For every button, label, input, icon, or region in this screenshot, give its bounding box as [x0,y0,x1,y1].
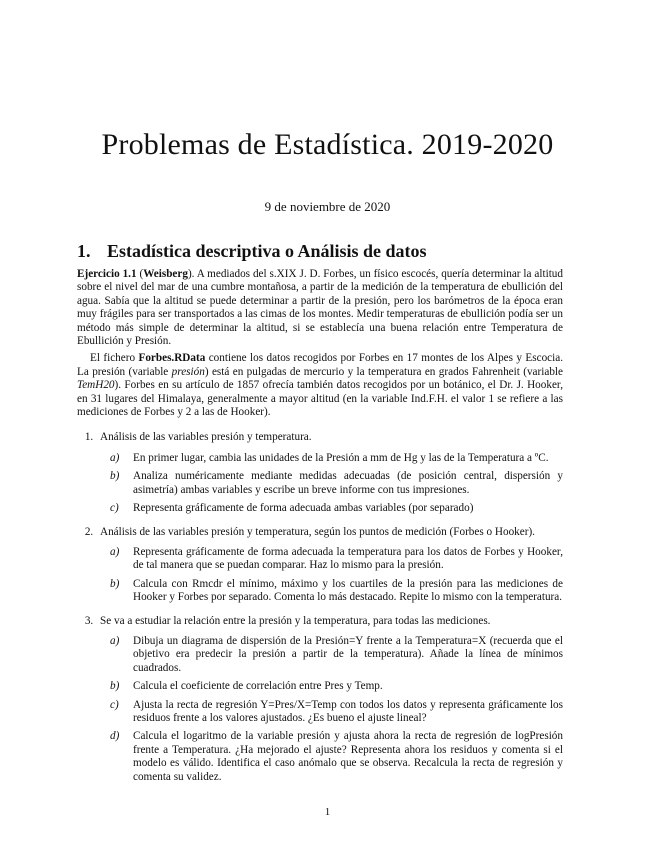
sub-item [110,470,563,497]
variable-temh20: TemH20 [77,379,115,392]
item-text: Análisis de las variables presión y temperatura. [100,431,312,444]
exercise-label: Ejercicio 1.1 [77,268,137,280]
sub-item [110,699,563,726]
list-item [96,431,563,515]
section-number: 1. [77,241,91,261]
sub-item [110,502,563,515]
p2-text-a: contiene los datos recogidos por Forbes en 17 montes de los Alpes y Escocia. La presión (variable [77,352,564,378]
sub-item-list [100,546,563,605]
document-title: Problemas de Estadística. 2019-2020 [101,128,554,161]
exercise-intro-text: A mediados del s.XIX J. D. Forbes, un físico escocés, quería determinar la altitud sobre el nivel del mar de una cumbre montañosa, a partir de la medición de la temperatura de ebullición del agua. Sabía que la altitud se puede determinar a partir de la presión, pero los barómetros de la época eran muy frágiles para ser transportados a las cimas de los montes. Medir temperaturas de ebullición podía ser un método más simple de determinar la altitud, si se establecía una buena relación entre Temperatura de Ebullición y Presión. [77,268,563,348]
sub-item-label: b) [110,470,120,483]
sub-item-label: b) [110,577,120,590]
list-item [96,615,563,784]
exercise-paragraph-1: Ejercicio 1.1 (Weisberg). A mediados del s.XIX J. D. Forbes, un físico escocés, quería determinar la altitud sobre el nivel del mar de una cumbre montañosa, a partir de la medición de la temperatura de ebullición del agua. Sabía que la altitud se puede determinar a partir de la presión, pero los barómetros de la época eran muy frágiles para ser transportados a las cimas de los montes. Medir temperaturas de ebullición podía ser un método más simple de determinar la altitud, si se establecía una buena relación entre Temperatura de Ebullición y Presión. [77,268,563,348]
data-file-name: Forbes.RData [138,352,206,365]
list-item [96,526,563,605]
sub-item [110,452,563,465]
sub-item-label: b) [110,680,120,693]
sub-item-text: Representa gráficamente de forma adecuada la temperatura para los datos de Forbes y Hooker, de tal manera que se puedan comparar. Haz lo mismo para la presión. [133,545,563,572]
sub-item-list [100,635,563,784]
sub-item-label: c) [110,502,119,515]
sub-item-list [100,452,563,516]
sub-item-text: Analiza numéricamente mediante medidas adecuadas (de posición central, dispersión y asimetría) ambas variables y escribe un breve informe con tus impresiones. [133,470,563,496]
item-text: Se va a estudiar la relación entre la presión y la temperatura, para todas las mediciones. [100,614,491,627]
sub-item-text: Calcula el logaritmo de la variable presión y ajusta ahora la recta de regresión de logPresión frente a Temperatura. ¿Ha mejorado el ajuste? Representa ahora los residuos y comenta si el modelo es válido. Identifica el caso anómalo que se observa. Recalcula la recta de regresión y comenta su validez. [133,730,563,783]
sub-item-label: a) [110,634,120,647]
sub-item [110,680,563,693]
sub-item [110,635,563,675]
exercise-author: Weisberg [143,268,188,280]
sub-item-label: c) [110,698,119,711]
sub-item-text: Representa gráficamente de forma adecuada ambas variables (por separado) [133,502,474,515]
sub-item [110,546,563,573]
sub-item [110,730,563,784]
page-number: 1 [324,806,331,818]
p2-text-c: ). Forbes en su artículo de 1857 ofrecía también datos recogidos por un botánico, el Dr. J. Hooker, en 31 lugares del Himalaya, generalmente a mayor altitud (en la variable Ind.F.H. el valor 1 se refiere a las mediciones de Forbes y 2 a las de Hooker). [77,379,563,419]
sub-item [110,578,563,605]
sub-item-text: Ajusta la recta de regresión Y=Pres/X=Temp con todos los datos y representa gráficamente los residuos frente a los valores ajustados. ¿Es bueno el ajuste lineal? [133,698,563,724]
sub-item-label: d) [110,730,120,743]
sub-item-text: Dibuja un diagrama de dispersión de la Presión=Y frente a la Temperatura=X (recuerda que el objetivo era predecir la presión a partir de la temperatura). Añade la línea de mínimos cuadrados. [133,634,563,674]
sub-item-text: En primer lugar, cambia las unidades de la Presión a mm de Hg y las de la Temperatura a ºC. [133,451,549,464]
sub-item-text: Calcula con Rmcdr el mínimo, máximo y los cuartiles de la presión para las mediciones de Hooker y Forbes por separado. Comenta lo más destacado. Repite lo mismo con la temperatura. [133,577,563,604]
section-heading [77,241,427,262]
variable-presion: presión [171,365,205,378]
exercise-item-list [77,431,563,784]
sub-item-label: a) [110,451,120,464]
sub-item-label: a) [110,545,120,558]
exercise-paragraph-2 [77,352,563,419]
document-date: 9 de noviembre de 2020 [264,199,391,214]
section-title: Estadística descriptiva o Análisis de datos [107,241,427,261]
p2-text-b: ) está en pulgadas de mercurio y la temperatura en grados Fahrenheit (variable [204,365,563,378]
sub-item-text: Calcula el coeficiente de correlación entre Pres y Temp. [133,680,383,693]
item-text: Análisis de las variables presión y temperatura, según los puntos de medición (Forbes o Hooker). [100,525,535,538]
exercise-body [77,268,563,794]
p2-text-pre: El fichero [90,352,139,365]
